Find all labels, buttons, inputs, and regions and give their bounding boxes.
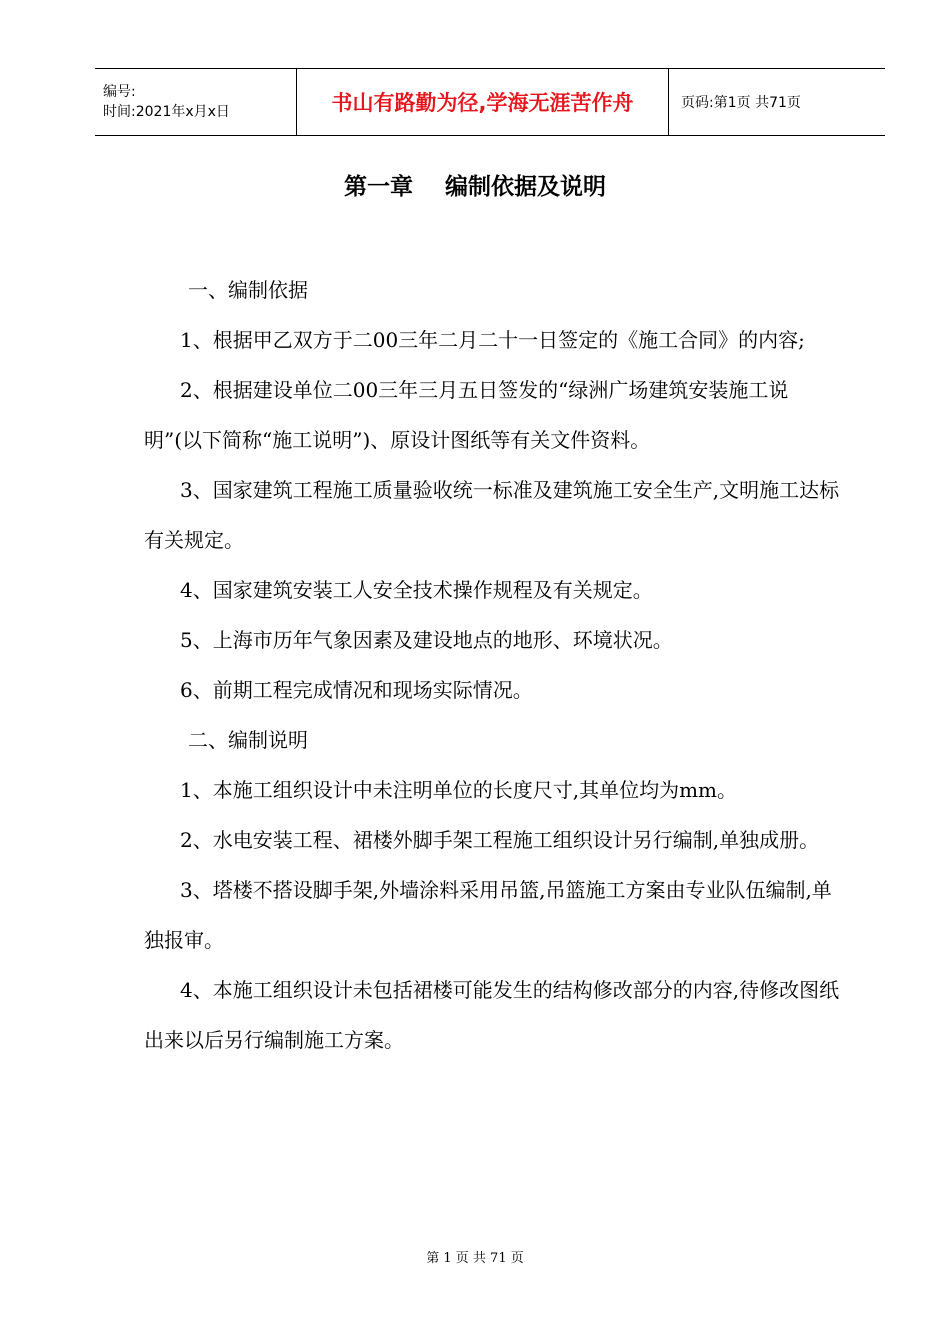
notes-item: 1、本施工组织设计中未注明单位的长度尺寸,其单位均为mm。 xyxy=(180,778,738,802)
basis-item: 2、根据建设单位二00三年三月五日签发的“绿洲广场建筑安装施工说明”(以下简称“施工说明”)、原设计图纸等有关文件资料。 xyxy=(144,378,789,452)
notes-item: 4、本施工组织设计未包括裙楼可能发生的结构修改部分的内容,待修改图纸出来以后另行编制施工方案。 xyxy=(144,978,840,1052)
document-number-label: 编号: xyxy=(103,84,136,100)
header-page-label: 页码:第1页 共71页 xyxy=(681,95,801,111)
basis-item: 1、根据甲乙双方于二00三年二月二十一日签定的《施工合同》的内容; xyxy=(180,328,805,352)
chapter-title: 第一章 编制依据及说明 xyxy=(343,174,607,200)
document-time-label: 时间:2021年x月x日 xyxy=(103,104,230,120)
section-heading-notes: 二、编制说明 xyxy=(188,728,308,752)
basis-item: 3、国家建筑工程施工质量验收统一标准及建筑施工安全生产,文明施工达标有关规定。 xyxy=(144,478,840,552)
basis-item: 5、上海市历年气象因素及建设地点的地形、环境状况。 xyxy=(180,628,673,652)
document-body xyxy=(144,265,844,1065)
basis-item: 4、国家建筑安装工人安全技术操作规程及有关规定。 xyxy=(180,578,653,602)
notes-item: 3、塔楼不搭设脚手架,外墙涂料采用吊篮,吊篮施工方案由专业队伍编制,单独报审。 xyxy=(144,878,832,952)
header-table xyxy=(95,68,885,136)
page-footer: 第 1 页 共 71 页 xyxy=(426,1251,524,1266)
basis-item: 6、前期工程完成情况和现场实际情况。 xyxy=(180,678,533,702)
header-motto: 书山有路勤为径,学海无涯苦作舟 xyxy=(297,69,669,135)
section-heading-basis: 一、编制依据 xyxy=(188,278,308,302)
header-meta-cell xyxy=(95,69,297,135)
notes-item: 2、水电安装工程、裙楼外脚手架工程施工组织设计另行编制,单独成册。 xyxy=(180,828,820,852)
